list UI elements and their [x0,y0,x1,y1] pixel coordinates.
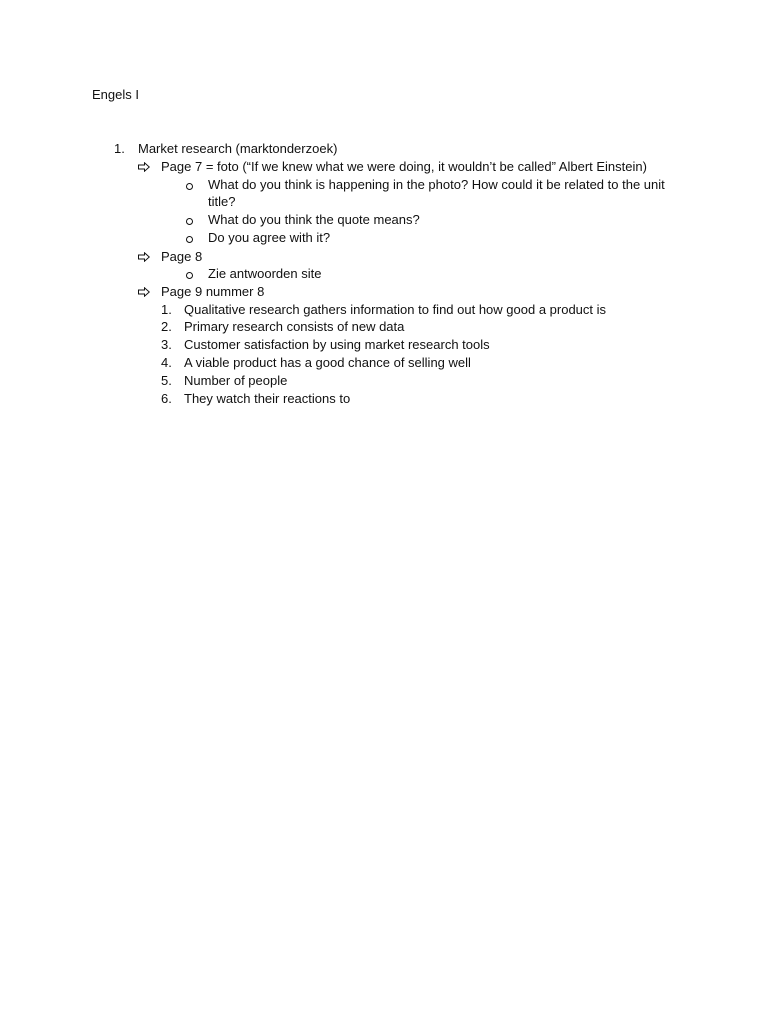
answer-number: 4. [161,355,172,370]
answer-number: 6. [161,391,172,406]
answer-number: 3. [161,337,172,352]
question-item: What do you think the quote means? [208,212,420,227]
section-number: 1. [114,141,125,156]
arrow-item-page8: Page 8 [161,249,203,264]
answer-item: They watch their reactions to [184,391,351,406]
answer-item: Qualitative research gathers information to find out how good a product is [184,302,607,317]
arrow-item-page9: Page 9 nummer 8 [161,284,265,299]
note-item: Zie antwoorden site [208,266,322,281]
arrow-bullet-icon [138,162,150,172]
answer-item: Customer satisfaction by using market research tools [184,337,490,352]
arrow-item-page7: Page 7 = foto (“If we knew what we were doing, it wouldn’t be called” Albert Einstein) [161,159,647,174]
answer-item: Primary research consists of new data [184,319,405,334]
circle-bullet-icon [186,183,193,190]
question-item: Do you agree with it? [208,230,331,245]
answer-item: A viable product has a good chance of selling well [184,355,471,370]
answer-number: 2. [161,319,172,334]
section-heading: Market research (marktonderzoek) [138,141,338,156]
question-item: What do you think is happening in the photo? How could it be related to the unit [208,177,665,192]
answer-number: 5. [161,373,172,388]
arrow-bullet-icon [138,287,150,297]
answer-number: 1. [161,302,172,317]
question-item-continuation: title? [208,194,236,209]
circle-bullet-icon [186,272,193,279]
answer-item: Number of people [184,373,288,388]
document-title: Engels I [92,87,139,102]
circle-bullet-icon [186,218,193,225]
arrow-bullet-icon [138,252,150,262]
circle-bullet-icon [186,236,193,243]
